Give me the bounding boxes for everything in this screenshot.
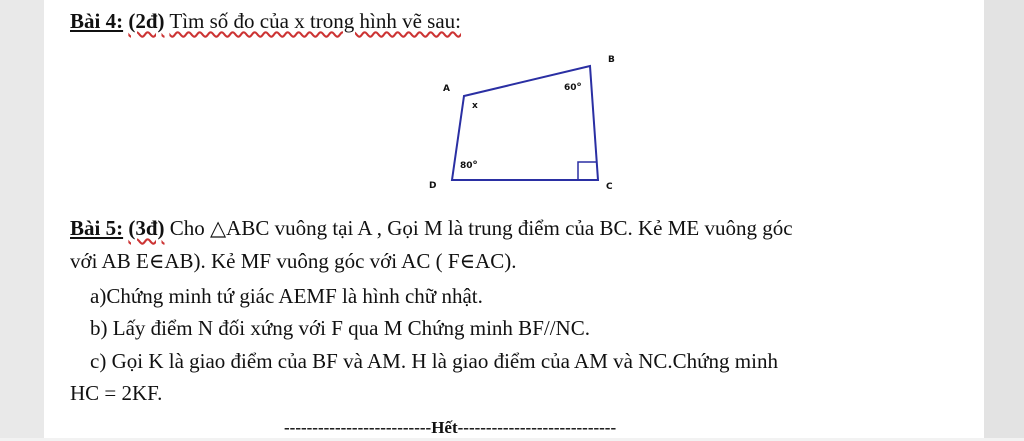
- svg-text:60: 60: [564, 83, 577, 93]
- angle-a-label: x: [472, 101, 478, 111]
- exercise-4-label: Bài 4:: [70, 9, 124, 33]
- exercise-5-item-c-continued: HC = 2KF.: [70, 381, 163, 405]
- angle-b-label: [564, 81, 581, 93]
- exercise-5-item-c: c) Gọi K là giao điểm của BF và AM. H là giao điểm của AM và NC.Chứng minh: [90, 349, 778, 373]
- exercise-5-label: Bài 5:: [70, 216, 124, 240]
- end-marker: --------------------------Hết----------------------------: [284, 418, 617, 437]
- document-page: [44, 0, 984, 438]
- page-margin-left: [0, 0, 44, 438]
- exercise-5-heading: [70, 215, 793, 241]
- exercise-4-heading: [70, 8, 461, 34]
- svg-text:o: o: [577, 81, 582, 88]
- svg-text:80: 80: [460, 161, 473, 171]
- svg-text:o: o: [473, 159, 478, 166]
- exercise-5-line-1: Cho △ABC vuông tại A , Gọi M là trung điểm của BC. Kẻ ME vuông góc: [169, 216, 793, 240]
- vertex-a: A: [443, 84, 450, 94]
- vertex-d: D: [429, 181, 437, 191]
- page-margin-right: [984, 0, 1024, 438]
- exercise-4-question: Tìm số đo của x trong hình vẽ sau:: [169, 9, 462, 33]
- exercise-5-item-a: a)Chứng minh tứ giác AEMF là hình chữ nhật.: [90, 284, 483, 308]
- vertex-c: C: [606, 182, 613, 192]
- exercise-5-item-b: b) Lấy điểm N đối xứng với F qua M Chứng minh BF//NC.: [90, 316, 590, 340]
- right-angle-mark: [578, 162, 596, 180]
- exercise-5-points: (3đ): [128, 216, 165, 240]
- exercise-4-points: (2đ): [128, 9, 165, 33]
- quadrilateral-figure: [420, 48, 620, 198]
- exercise-5-line-2: với AB E∈AB). Kẻ MF vuông góc với AC ( F∈AC).: [70, 249, 517, 273]
- angle-d-label: [460, 159, 477, 171]
- vertex-b: B: [608, 55, 615, 65]
